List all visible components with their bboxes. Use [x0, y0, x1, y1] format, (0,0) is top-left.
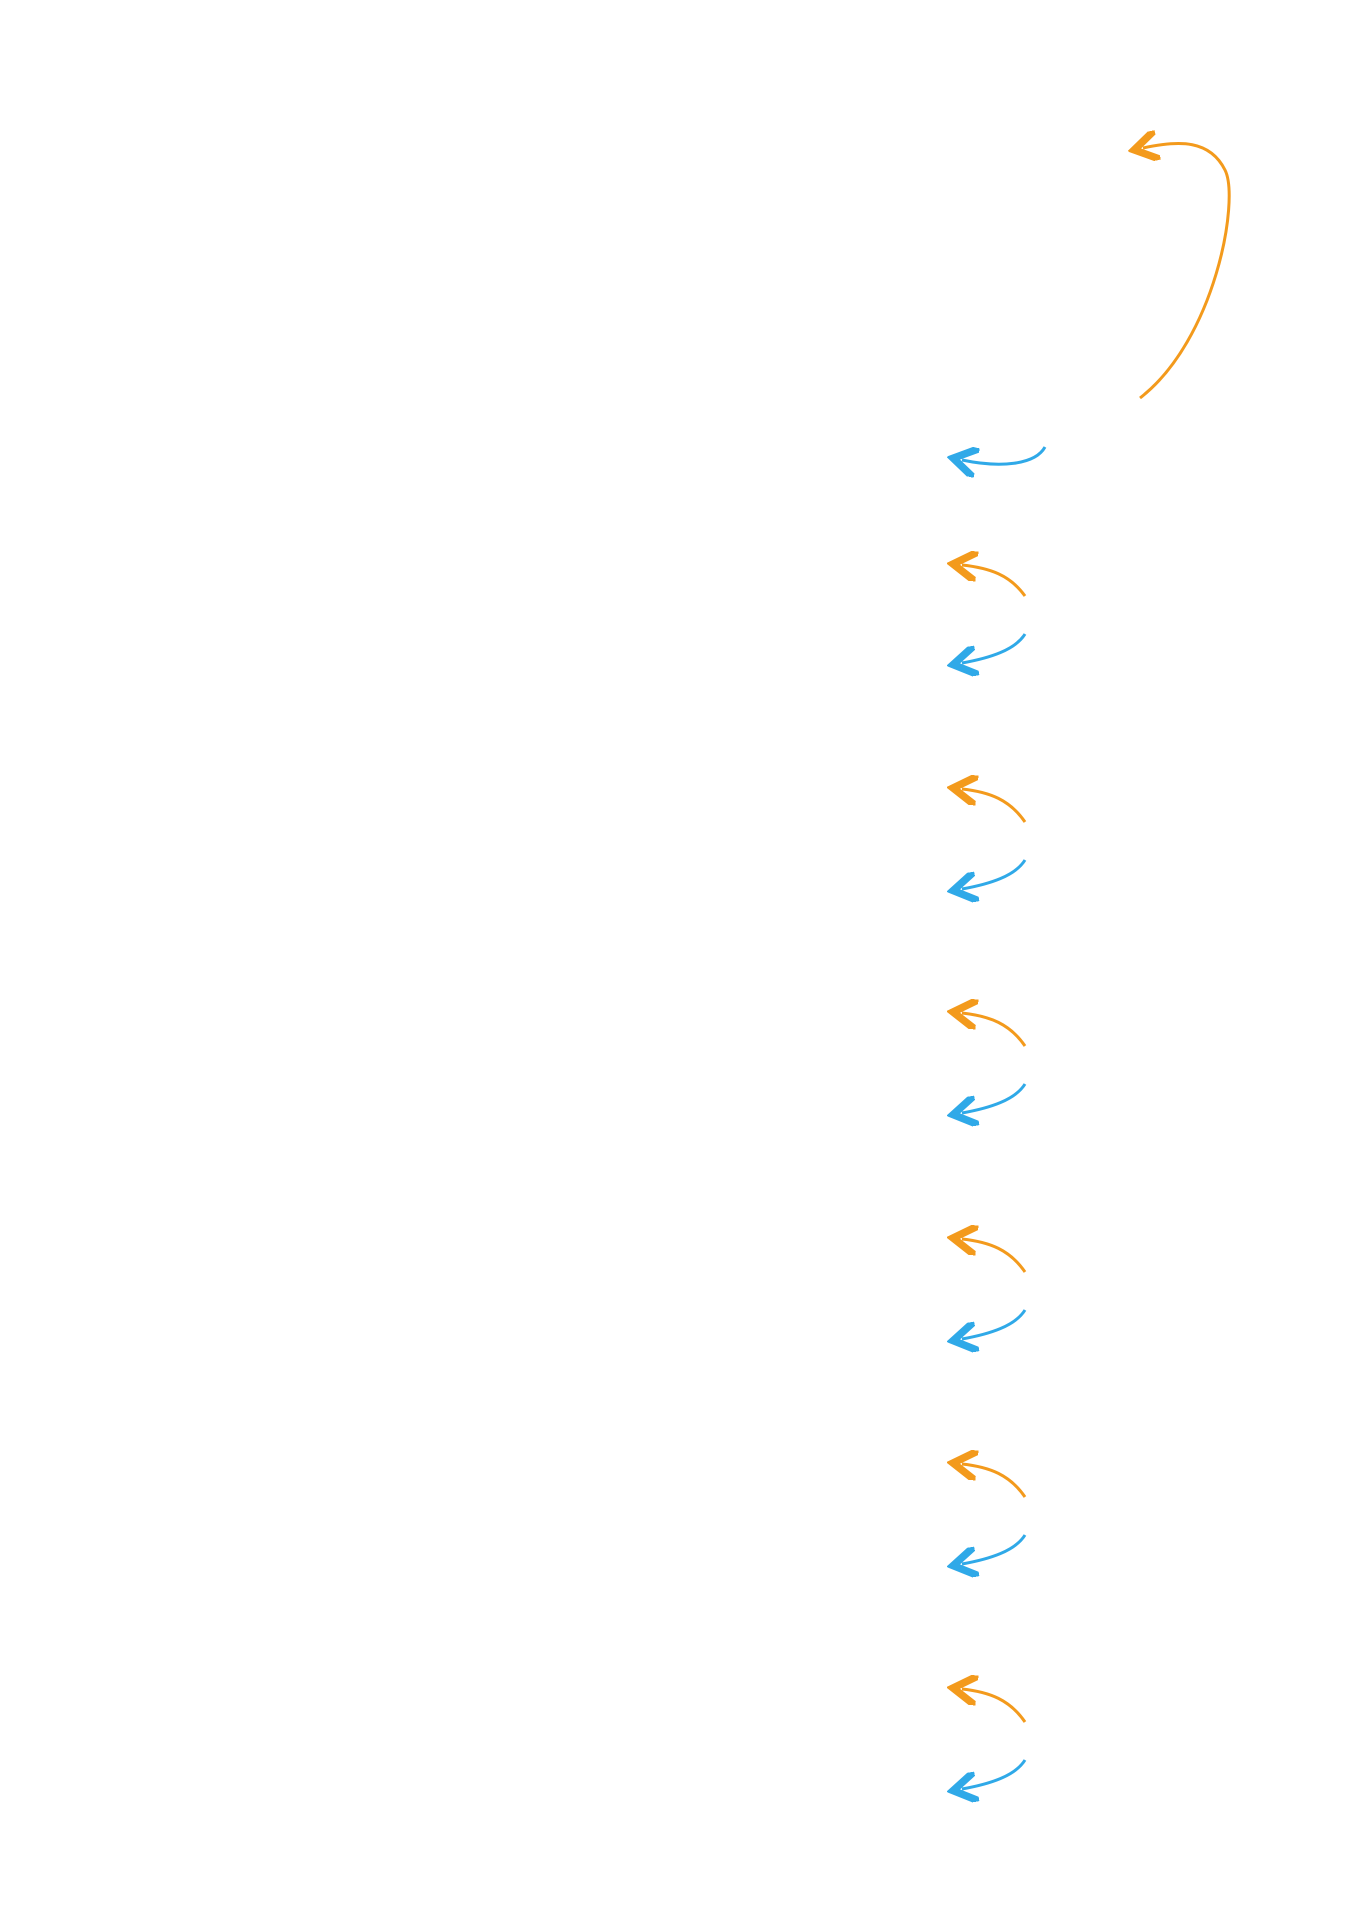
arrow-power-window-orange [962, 1689, 1025, 1722]
arrow-curves-blue [962, 1310, 1025, 1339]
arrow-hdr-blue [962, 1084, 1025, 1113]
arrow-power-window-blue [962, 1760, 1025, 1789]
arrow-primaries-blue [962, 860, 1025, 889]
arrow-color-adjustments [962, 447, 1045, 464]
arrow-primaries-orange [962, 789, 1025, 822]
arrow-color-wheels-orange [962, 565, 1025, 596]
arrow-color-wheels-blue [962, 634, 1025, 663]
arrow-qualifier-blue [962, 1535, 1025, 1564]
arrow-qualifier-orange [962, 1464, 1025, 1497]
arrow-curves-orange [962, 1239, 1025, 1272]
arrow-top-panel [1140, 143, 1229, 398]
arrow-hdr-orange [962, 1013, 1025, 1046]
